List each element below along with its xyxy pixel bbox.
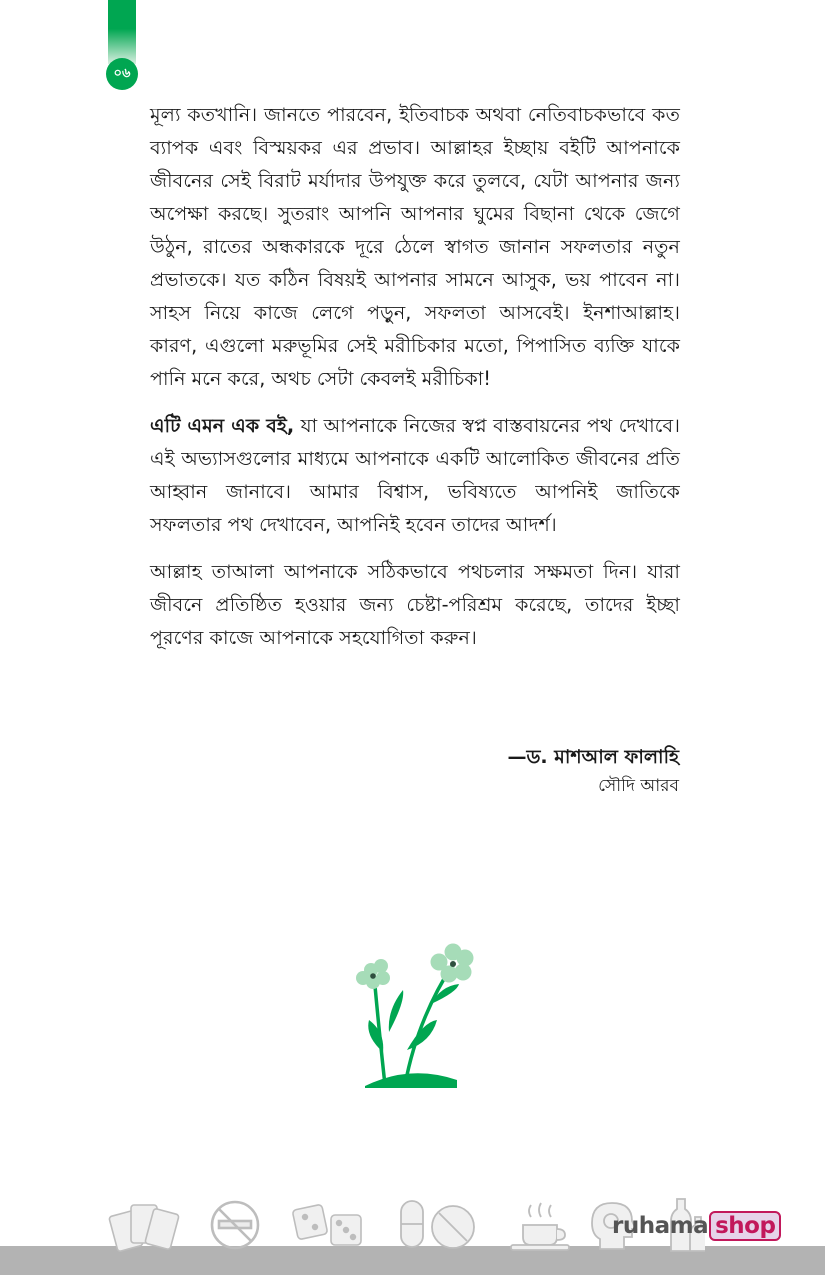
no-smoking-icon <box>212 1202 258 1248</box>
pills-icon <box>401 1201 474 1248</box>
paragraph-text: মূল্য কতখানি। জানতে পারবেন, ইতিবাচক অথবা নেতিবাচকভাবে কত ব্যাপক এবং বিস্ময়কর এর প্রভাব। আল্লাহর ইচ্ছায় বইটি আপনাকে জীবনের সেই বিরাট মর্যাদার উপযুক্ত করে তুলবে, যেটা আপনার জন্য অপেক্ষা করছে। সুতরাং আপনি আপনার ঘুমের বিছানা থেকে জেগে উঠুন, রাতের অন্ধকারকে দূরে ঠেলে স্বাগত জানান সফলতার নতুন প্রভাতকে। যত কঠিন বিষয়ই আপনার সামনে আসুক, ভয় পাবেন না। সাহস নিয়ে কাজে লেগে পড়ুন, সফলতা আসবেই। ইনশাআল্লাহ। কারণ, এগুলো মরুভূমির সেই মরীচিকার মতো, পিপাসিত ব্যক্তি যাকে পানি মনে করে, অথচ সেটা কেবলই মরীচিকা! <box>150 103 680 390</box>
signature <box>507 742 679 800</box>
watermark-brand: ruhama <box>612 1213 709 1239</box>
coffee-cup-icon <box>511 1203 569 1250</box>
watermark-suffix: shop <box>709 1211 781 1241</box>
page-number: ০৬ <box>106 58 138 90</box>
watermark <box>612 1213 781 1239</box>
page-tab <box>108 0 136 64</box>
dice-icon <box>292 1204 361 1245</box>
body-text <box>150 98 680 668</box>
playing-cards-icon <box>109 1205 179 1252</box>
paragraph-3 <box>150 555 680 654</box>
plant-illustration <box>345 940 480 1090</box>
paragraph-text: আল্লাহ তাআলা আপনাকে সঠিকভাবে পথচলার সক্ষমতা দিন। যারা জীবনে প্রতিষ্ঠিত হওয়ার জন্য চেষ্টা-পরিশ্রম করেছে, তাদের ইচ্ছা পূরণের কাজে আপনাকে সহযোগিতা করুন। <box>150 560 680 649</box>
paragraph-lead: এটি এমন এক বই, <box>150 414 295 437</box>
author-name: —ড. মাশআল ফালাহি <box>507 746 679 768</box>
paragraph-text: যা আপনাকে নিজের স্বপ্ন বাস্তবায়নের পথ দেখাবে। এই অভ্যাসগুলোর মাধ্যমে আপনাকে একটি আলোকিত জীবনের প্রতি আহ্বান জানাবে। আমার বিশ্বাস, ভবিষ্যতে আপনিই জাতিকে সফলতার পথ দেখাবেন, আপনিই হবেন তাদের আদর্শ। <box>150 414 680 536</box>
paragraph-2 <box>150 409 680 541</box>
author-place: সৌদি আরব <box>598 776 679 796</box>
paragraph-1 <box>150 98 680 395</box>
